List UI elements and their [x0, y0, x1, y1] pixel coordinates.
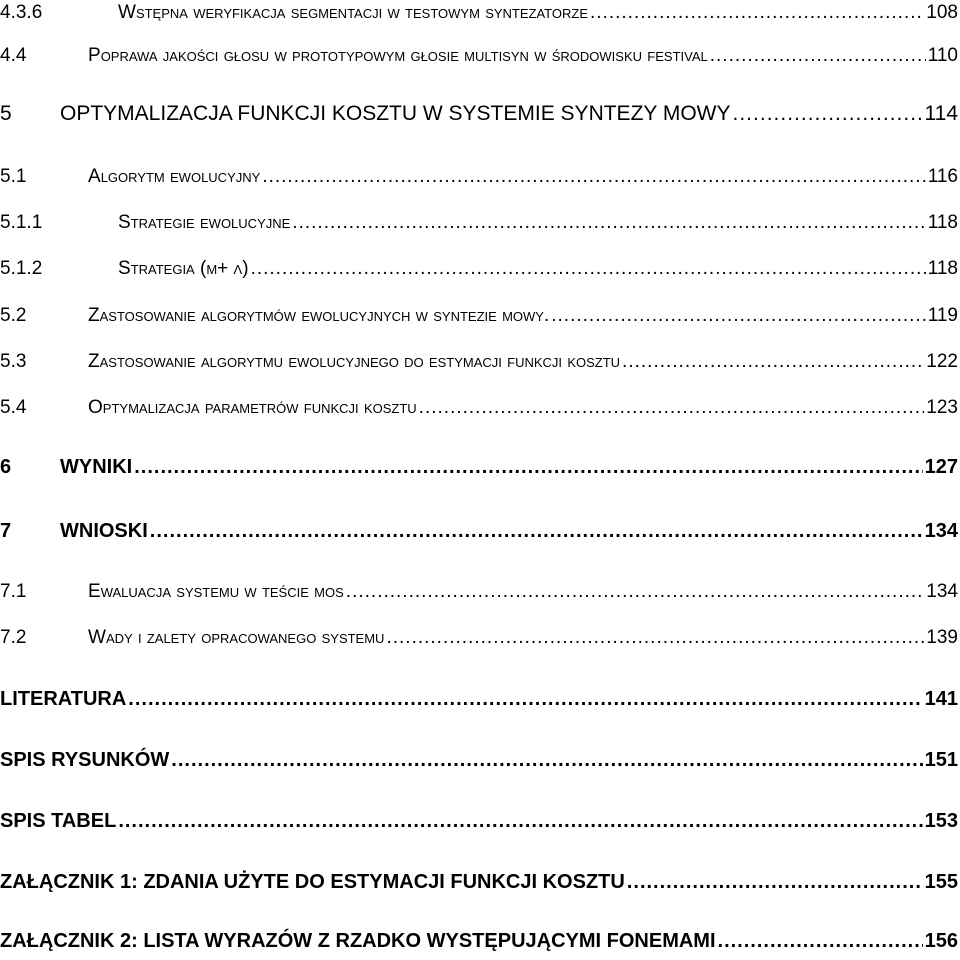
dot-leader — [128, 688, 922, 711]
toc-entry-5-3[interactable] — [0, 351, 958, 373]
toc-entry-number: 4.4 — [0, 45, 27, 66]
dot-leader — [718, 930, 923, 953]
toc-entry-page: 123 — [926, 397, 958, 418]
dot-leader — [118, 810, 922, 833]
toc-entry-page: 114 — [924, 102, 958, 125]
toc-entry-page: 127 — [924, 456, 958, 478]
toc-entry-7[interactable] — [0, 520, 958, 543]
toc-entry-zalacznik-1[interactable] — [0, 871, 958, 894]
toc-entry-number: 7 — [0, 520, 12, 542]
toc-entry-title: ZAŁĄCZNIK 2: LISTA WYRAZÓW Z RZADKO WYSTĘPUJĄCYMI FONEMAMI — [0, 930, 716, 952]
toc-entry-number: 4.3.6 — [0, 2, 43, 23]
toc-entry-page: 108 — [926, 2, 958, 23]
dot-leader — [551, 305, 925, 327]
toc-entry-number: 5.3 — [0, 351, 27, 372]
toc-entry-title: SPIS RYSUNKÓW — [0, 749, 170, 771]
dot-leader — [590, 2, 924, 24]
toc-entry-title: WYNIKI — [60, 456, 133, 478]
toc-entry-title: zastosowanie algorytmów ewolucyjnych w syntezie mowy. — [88, 305, 550, 326]
dot-leader — [622, 351, 924, 373]
toc-entry-page: 139 — [926, 627, 958, 648]
toc-entry-page: 153 — [924, 810, 958, 832]
toc-entry-title: strategie ewolucyjne — [118, 212, 291, 233]
toc-entry-number: 5.1.2 — [0, 258, 43, 279]
toc-entry-7-2[interactable] — [0, 627, 958, 649]
toc-entry-number: 5.2 — [0, 305, 27, 326]
toc-entry-5-2[interactable] — [0, 305, 958, 327]
toc-entry-page: 119 — [927, 305, 958, 326]
toc-entry-title: ewaluacja systemu w teście mos — [88, 581, 344, 602]
toc-entry-page: 118 — [927, 258, 958, 279]
toc-entry-page: 151 — [924, 749, 958, 771]
dot-leader — [134, 456, 922, 479]
toc-entry-4-4[interactable] — [0, 45, 958, 67]
dot-leader — [262, 166, 925, 188]
toc-entry-page: 141 — [924, 688, 958, 710]
toc-entry-6[interactable] — [0, 456, 958, 479]
dot-leader — [710, 45, 926, 67]
toc-entry-title: LITERATURA — [0, 688, 127, 710]
toc-entry-number: 5.1 — [0, 166, 27, 187]
toc-entry-number: 5.1.1 — [0, 212, 43, 233]
toc-entry-title: SPIS TABEL — [0, 810, 117, 832]
toc-entry-number: 5.4 — [0, 397, 27, 418]
dot-leader — [346, 581, 925, 603]
toc-entry-title: optymalizacja parametrów funkcji kosztu — [88, 397, 417, 418]
toc-entry-7-1[interactable] — [0, 581, 958, 603]
toc-entry-5-4[interactable] — [0, 397, 958, 419]
toc-entry-5[interactable] — [0, 102, 958, 126]
dot-leader — [251, 258, 926, 280]
dot-leader — [419, 397, 925, 419]
toc-entry-title: zastosowanie algorytmu ewolucyjnego do estymacji funkcji kosztu — [88, 351, 621, 372]
toc-entry-title: wstępna weryfikacja segmentacji w testowym syntezatorze — [118, 2, 588, 23]
toc-entry-page: 134 — [924, 520, 958, 542]
toc-entry-5-1-2[interactable] — [0, 258, 958, 280]
toc-entry-title: ZAŁĄCZNIK 1: ZDANIA UŻYTE DO ESTYMACJI FUNKCJI KOSZTU — [0, 871, 625, 893]
toc-entry-page: 118 — [927, 212, 958, 233]
toc-entry-4-3-6[interactable] — [0, 2, 958, 24]
toc-entry-literatura[interactable] — [0, 688, 958, 711]
toc-entry-title: algorytm ewolucyjny — [88, 166, 261, 187]
toc-entry-title: WNIOSKI — [60, 520, 148, 542]
toc-entry-number: 7.1 — [0, 581, 27, 602]
toc-entry-page: 156 — [924, 930, 958, 952]
toc-entry-page: 155 — [924, 871, 958, 893]
toc-entry-5-1[interactable] — [0, 166, 958, 188]
toc-entry-number: 6 — [0, 456, 12, 478]
dot-leader — [386, 627, 924, 649]
dot-leader — [150, 520, 923, 543]
toc-entry-title: poprawa jakości głosu w prototypowym głosie multisyn w środowisku festival — [88, 45, 708, 66]
toc-entry-number: 5 — [0, 102, 12, 125]
dot-leader — [292, 212, 925, 234]
toc-entry-page: 122 — [926, 351, 958, 372]
toc-entry-page: 116 — [927, 166, 958, 187]
toc-entry-title: strategia (μ+ λ) — [118, 258, 249, 279]
toc-entry-spis-rysunkow[interactable] — [0, 749, 958, 772]
dot-leader — [627, 871, 923, 894]
toc-entry-spis-tabel[interactable] — [0, 810, 958, 833]
toc-entry-number: 7.2 — [0, 627, 27, 648]
toc-entry-page: 134 — [926, 581, 958, 602]
toc-entry-title: OPTYMALIZACJA FUNKCJI KOSZTU W SYSTEMIE SYNTEZY MOWY — [60, 102, 731, 125]
toc-entry-5-1-1[interactable] — [0, 212, 958, 234]
dot-leader — [171, 749, 922, 772]
toc-entry-page: 110 — [927, 45, 958, 66]
dot-leader — [733, 102, 923, 126]
toc-entry-title: wady i zalety opracowanego systemu — [88, 627, 385, 648]
toc-entry-zalacznik-2[interactable] — [0, 930, 958, 953]
